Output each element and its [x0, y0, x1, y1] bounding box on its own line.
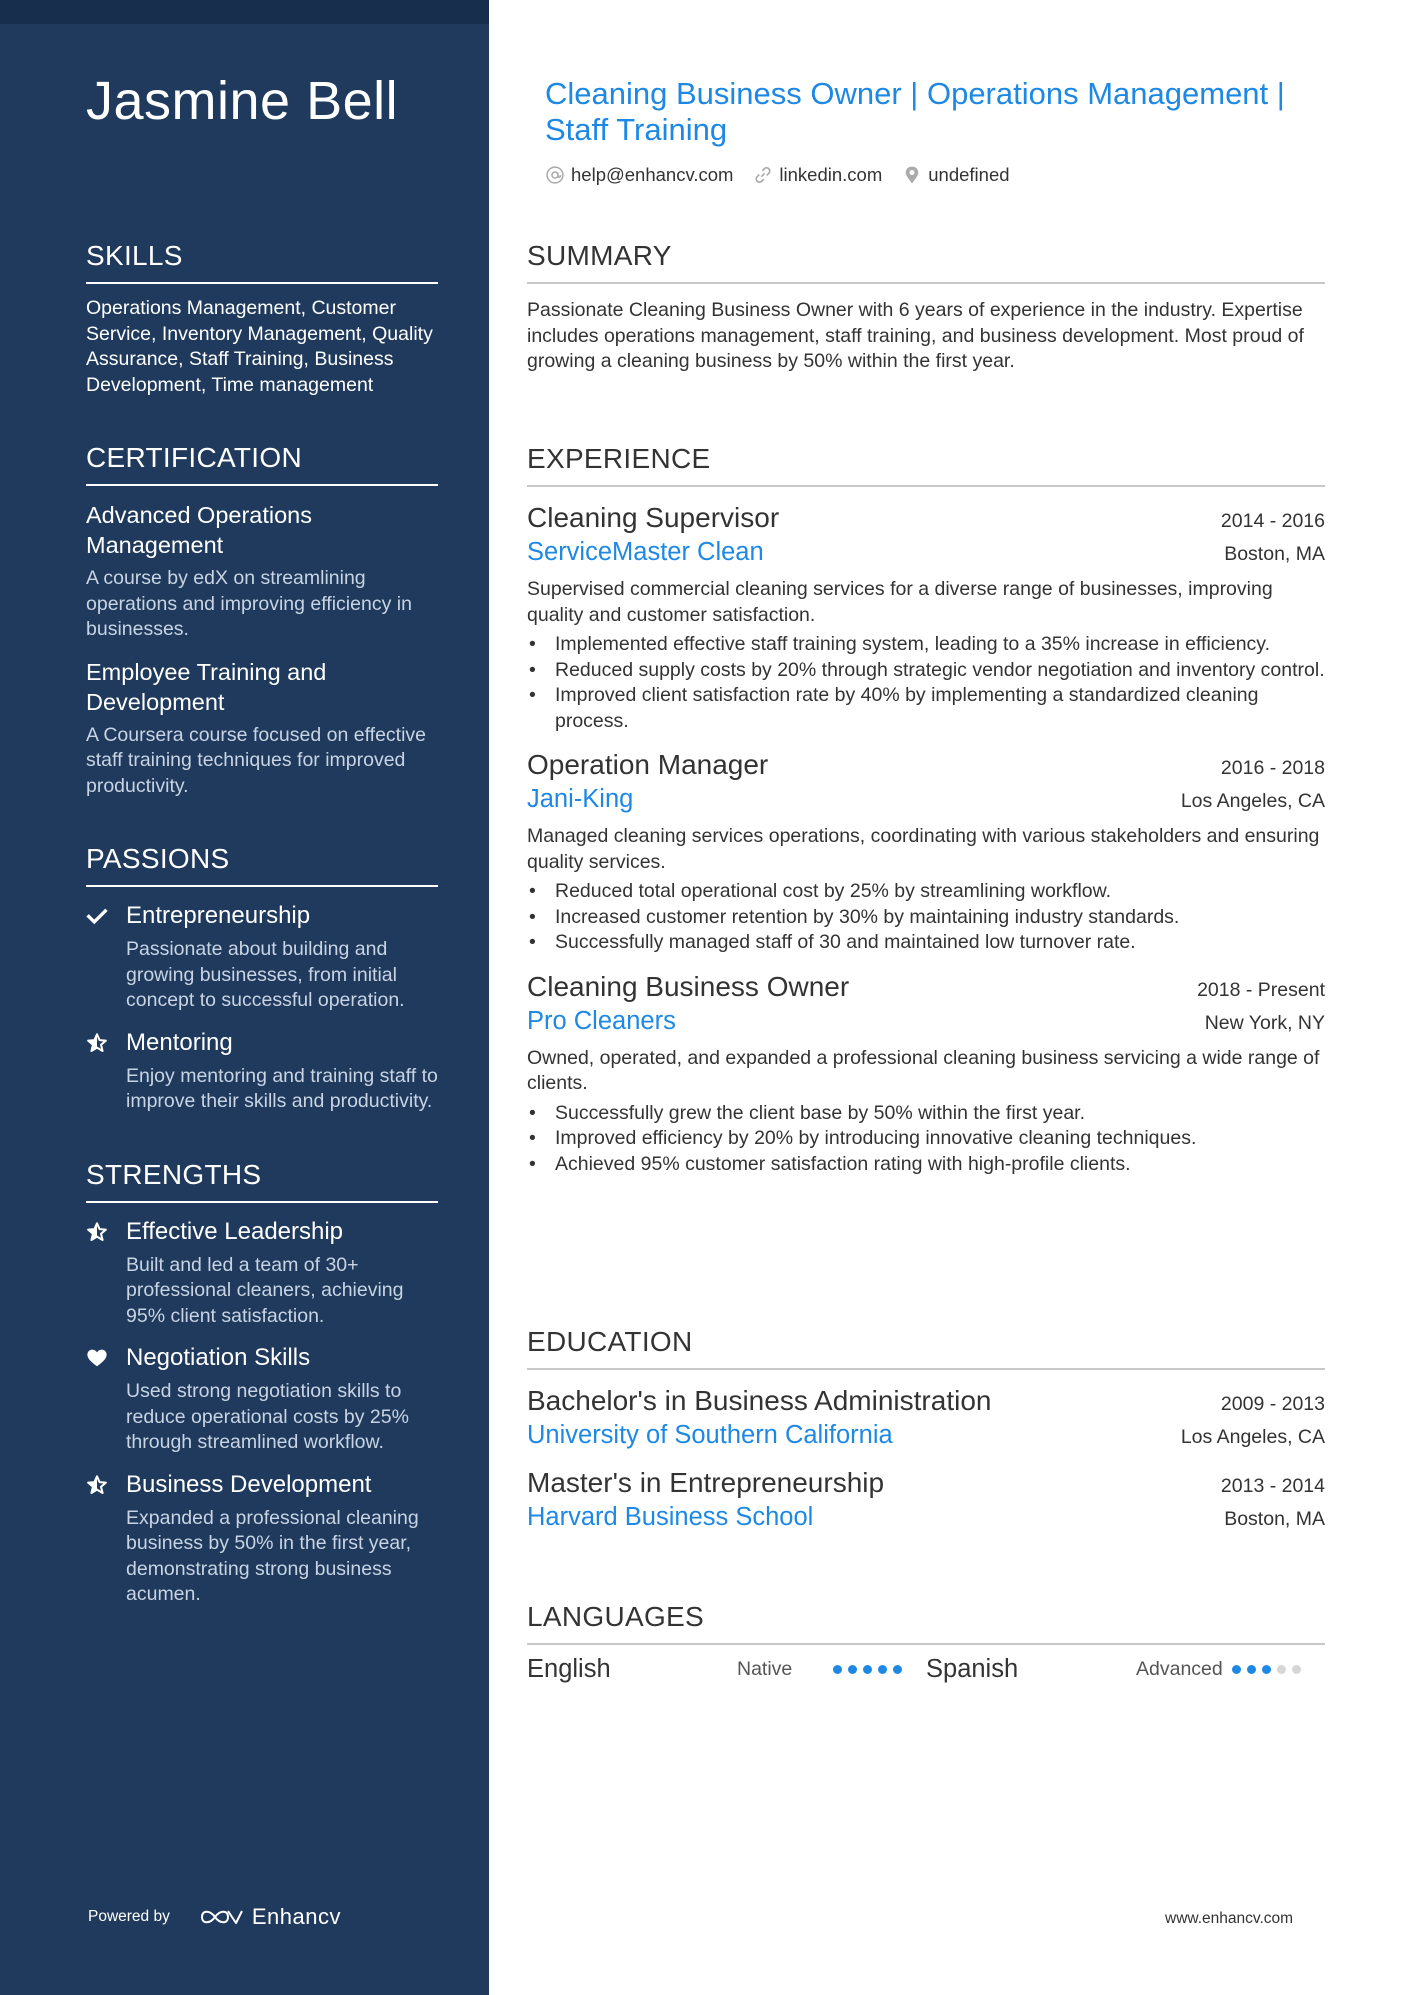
footer-url[interactable]: www.enhancv.com [1165, 1910, 1294, 1927]
skills-section [86, 240, 438, 398]
rating-dot-filled [1247, 1665, 1256, 1674]
link-icon [753, 165, 773, 185]
certification-item [86, 657, 438, 800]
language-name: Spanish [926, 1655, 1019, 1683]
sidebar-top-bar [0, 0, 489, 24]
star-icon [86, 1028, 126, 1054]
strengths-section [86, 1159, 438, 1608]
job-bullet: • Implemented effective staff training system, leading to a 35% increase in efficiency. [527, 632, 1325, 658]
strength-desc: Built and led a team of 30+ professional cleaners, achieving 95% client satisfaction. [126, 1253, 404, 1327]
job-title: Cleaning Business Owner [527, 970, 850, 1002]
experience-title: EXPERIENCE [527, 443, 1325, 487]
contact-location [902, 164, 1009, 186]
job-bullet: • Reduced total operational cost by 25% by streamlining workflow. [527, 879, 1325, 905]
strength-title: Negotiation Skills [126, 1344, 311, 1371]
certification-section [86, 442, 438, 799]
strengths-title: STRENGTHS [86, 1159, 438, 1203]
job-bullet: • Successfully grew the client base by 50% within the first year. [527, 1101, 1325, 1127]
experience-entry [527, 501, 1325, 734]
company-name: Pro Cleaners [527, 1006, 676, 1035]
job-bullets [527, 879, 1325, 956]
certification-item-title: Employee Training and Development [86, 658, 327, 715]
job-description: Supervised commercial cleaning services for a diverse range of businesses, improving quality and customer satisfaction. [527, 578, 1273, 626]
company-name: ServiceMaster Clean [527, 538, 764, 566]
rating-dot-filled [1262, 1665, 1271, 1674]
rating-dot-filled [1232, 1665, 1241, 1674]
language-rating [1232, 1665, 1301, 1674]
job-bullet: • Improved client satisfaction rate by 40% by implementing a standardized cleaning process. [527, 683, 1325, 734]
job-bullets [527, 1101, 1325, 1178]
school-location: Los Angeles, CA [1180, 1426, 1325, 1448]
star-icon [86, 1470, 126, 1496]
strength-item [86, 1217, 438, 1330]
strength-desc: Used strong negotiation skills to reduce operational costs by 25% through streamlined workflow. [126, 1380, 409, 1453]
language-level: Native [737, 1658, 793, 1680]
rating-dot-filled [893, 1665, 902, 1674]
school-name: University of Southern California [527, 1421, 893, 1449]
email-text: help@enhancv.com [571, 164, 734, 185]
powered-by-label: Powered by [88, 1908, 170, 1925]
location-pin-icon [902, 165, 922, 185]
contact-email[interactable] [545, 164, 733, 186]
enhancv-logo-icon [198, 1905, 244, 1929]
education-dates: 2009 - 2013 [1220, 1393, 1325, 1415]
certification-item-desc: A Coursera course focused on effective staff training techniques for improved productivity. [86, 723, 427, 797]
heart-icon [86, 1343, 126, 1369]
job-description: Owned, operated, and expanded a professional cleaning business servicing a wide range of clients. [527, 1046, 1320, 1094]
education-section [527, 1326, 1325, 1534]
summary-text: Passionate Cleaning Business Owner with 6 years of experience in the industry. Expertise includes operations management, staff training, and business development. Most proud of growing a cleaning business by 50% within the first year. [527, 299, 1304, 372]
languages-title: LANGUAGES [527, 1601, 1325, 1645]
degree-title: Master's in Entrepreneurship [527, 1467, 885, 1498]
education-dates: 2013 - 2014 [1220, 1475, 1325, 1497]
job-location: Los Angeles, CA [1180, 790, 1325, 812]
job-bullet: • Increased customer retention by 30% by maintaining industry standards. [527, 905, 1325, 931]
skills-text: Operations Management, Customer Service, Inventory Management, Quality Assurance, Staff Training, Business Development, Time management [86, 297, 433, 396]
passions-title: PASSIONS [86, 843, 438, 887]
job-bullet: • Successfully managed staff of 30 and maintained low turnover rate. [527, 930, 1325, 956]
job-dates: 2014 - 2016 [1220, 510, 1325, 532]
rating-dot-filled [863, 1665, 872, 1674]
passion-title: Mentoring [126, 1028, 233, 1056]
passion-desc: Passionate about building and growing businesses, from initial concept to successful operation. [126, 938, 405, 1011]
job-title: Cleaning Supervisor [527, 502, 780, 533]
passion-title: Entrepreneurship [126, 902, 311, 929]
job-dates: 2018 - Present [1197, 978, 1325, 1001]
certification-item-desc: A course by edX on streamlining operations and improving efficiency in businesses. [86, 567, 412, 640]
job-bullet: • Achieved 95% customer satisfaction rating with high-profile clients. [527, 1152, 1325, 1178]
experience-section [527, 443, 1325, 1177]
contact-linkedin[interactable] [753, 164, 882, 186]
rating-dot-filled [848, 1665, 857, 1674]
school-name: Harvard Business School [527, 1503, 814, 1531]
job-dates: 2016 - 2018 [1220, 757, 1325, 779]
company-name: Jani-King [527, 785, 634, 813]
school-location: Boston, MA [1224, 1508, 1325, 1530]
strength-desc: Expanded a professional cleaning business by 50% in the first year, demonstrating strong business acumen. [126, 1506, 419, 1605]
certification-title: CERTIFICATION [86, 442, 438, 486]
job-location: Boston, MA [1224, 543, 1325, 565]
education-entry [527, 1384, 1325, 1452]
rating-dot-filled [878, 1665, 887, 1674]
sidebar [0, 0, 489, 1995]
job-description: Managed cleaning services operations, coordinating with various stakeholders and ensuring quality services. [527, 825, 1320, 873]
rating-dot-filled [833, 1665, 842, 1674]
linkedin-text: linkedin.com [779, 164, 883, 185]
job-bullet: • Reduced supply costs by 20% through strategic vendor negotiation and inventory control. [527, 658, 1325, 684]
candidate-name: Jasmine Bell [86, 71, 399, 131]
strength-item [86, 1470, 438, 1608]
resume-headline: Cleaning Business Owner | Operations Management | Staff Training [545, 76, 1285, 147]
rating-dot-empty [1277, 1665, 1286, 1674]
skills-title: SKILLS [86, 240, 438, 284]
language-level: Advanced [1136, 1658, 1223, 1680]
job-title: Operation Manager [527, 749, 769, 780]
check-icon [86, 901, 126, 927]
location-text: undefined [928, 164, 1010, 185]
rating-dot-empty [1292, 1665, 1301, 1674]
strength-title: Business Development [126, 1470, 372, 1498]
passion-item [86, 901, 438, 1014]
education-title: EDUCATION [527, 1326, 1325, 1370]
enhancv-logo[interactable] [198, 1904, 341, 1930]
summary-title: SUMMARY [527, 240, 1325, 284]
contact-bar [545, 164, 1010, 186]
experience-entry [527, 748, 1325, 956]
degree-title: Bachelor's in Business Administration [527, 1385, 992, 1416]
job-bullets [527, 632, 1325, 734]
languages-section [527, 1601, 1325, 1684]
strength-title: Effective Leadership [126, 1217, 344, 1245]
education-entry [527, 1466, 1325, 1534]
summary-section [527, 240, 1325, 375]
certification-item [86, 500, 438, 643]
at-icon [545, 165, 565, 185]
star-icon [86, 1217, 126, 1243]
sidebar-content [86, 240, 438, 1652]
strength-item [86, 1343, 438, 1456]
language-name: English [527, 1655, 611, 1683]
job-bullet: • Improved efficiency by 20% by introducing innovative cleaning techniques. [527, 1126, 1325, 1152]
passion-desc: Enjoy mentoring and training staff to improve their skills and productivity. [126, 1064, 438, 1112]
language-rating [833, 1665, 902, 1674]
certification-item-title: Advanced Operations Management [86, 502, 313, 558]
enhancv-logo-text: Enhancv [251, 1904, 341, 1929]
job-location: New York, NY [1204, 1011, 1325, 1034]
language-item [926, 1655, 1325, 1684]
powered-by [88, 1904, 341, 1930]
passions-section [86, 843, 438, 1115]
languages-row [527, 1655, 1325, 1684]
experience-entry [527, 970, 1325, 1178]
language-item [527, 1655, 926, 1684]
passion-item [86, 1028, 438, 1115]
